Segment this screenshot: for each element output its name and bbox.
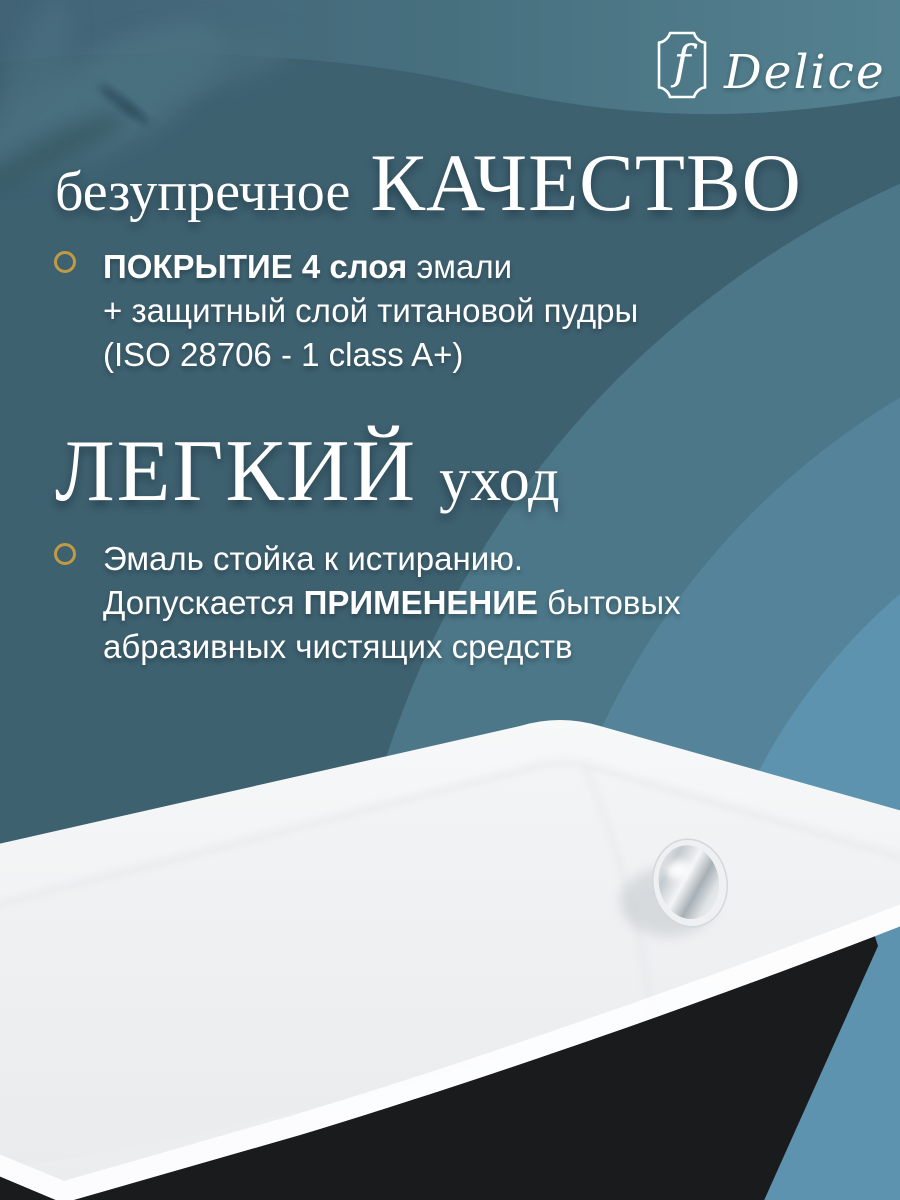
quality-bullet-text: [103, 245, 863, 377]
brand-mark-letter: f: [673, 35, 691, 89]
care-bullet-text: [103, 537, 863, 669]
quality-bullet-line1-bold: ПОКРЫТИЕ 4 слоя: [103, 248, 408, 285]
quality-bullet-line1-rest: эмали: [407, 248, 513, 285]
care-bullet-line2-post: бытовых: [538, 584, 681, 621]
care-bullet-line3: абразивных чистящих средств: [103, 628, 573, 665]
bullet-circle-icon: [54, 543, 76, 565]
quality-heading-main: КАЧЕСТВО: [370, 137, 802, 228]
quality-heading: [55, 137, 802, 228]
care-bullet-line2-bold: ПРИМЕНЕНИЕ: [303, 584, 538, 621]
quality-heading-lead: безупречное: [55, 161, 351, 223]
care-bullet-line2-pre: Допускается: [103, 584, 304, 621]
care-heading-main: ЛЕГКИЙ: [55, 423, 418, 520]
brand-logo: [656, 30, 886, 100]
care-bullet-line1: Эмаль стойка к истиранию.: [103, 540, 524, 577]
brand-frame-icon: [656, 30, 708, 100]
quality-bullet-line2: + защитный слой титановой пудры: [103, 292, 639, 329]
care-heading-lead: уход: [439, 446, 560, 514]
care-heading: [55, 423, 560, 520]
bullet-circle-icon: [54, 251, 76, 273]
quality-bullet-line3: (ISO 28706 - 1 class A+): [103, 336, 464, 373]
brand-name: Delice: [724, 44, 886, 100]
